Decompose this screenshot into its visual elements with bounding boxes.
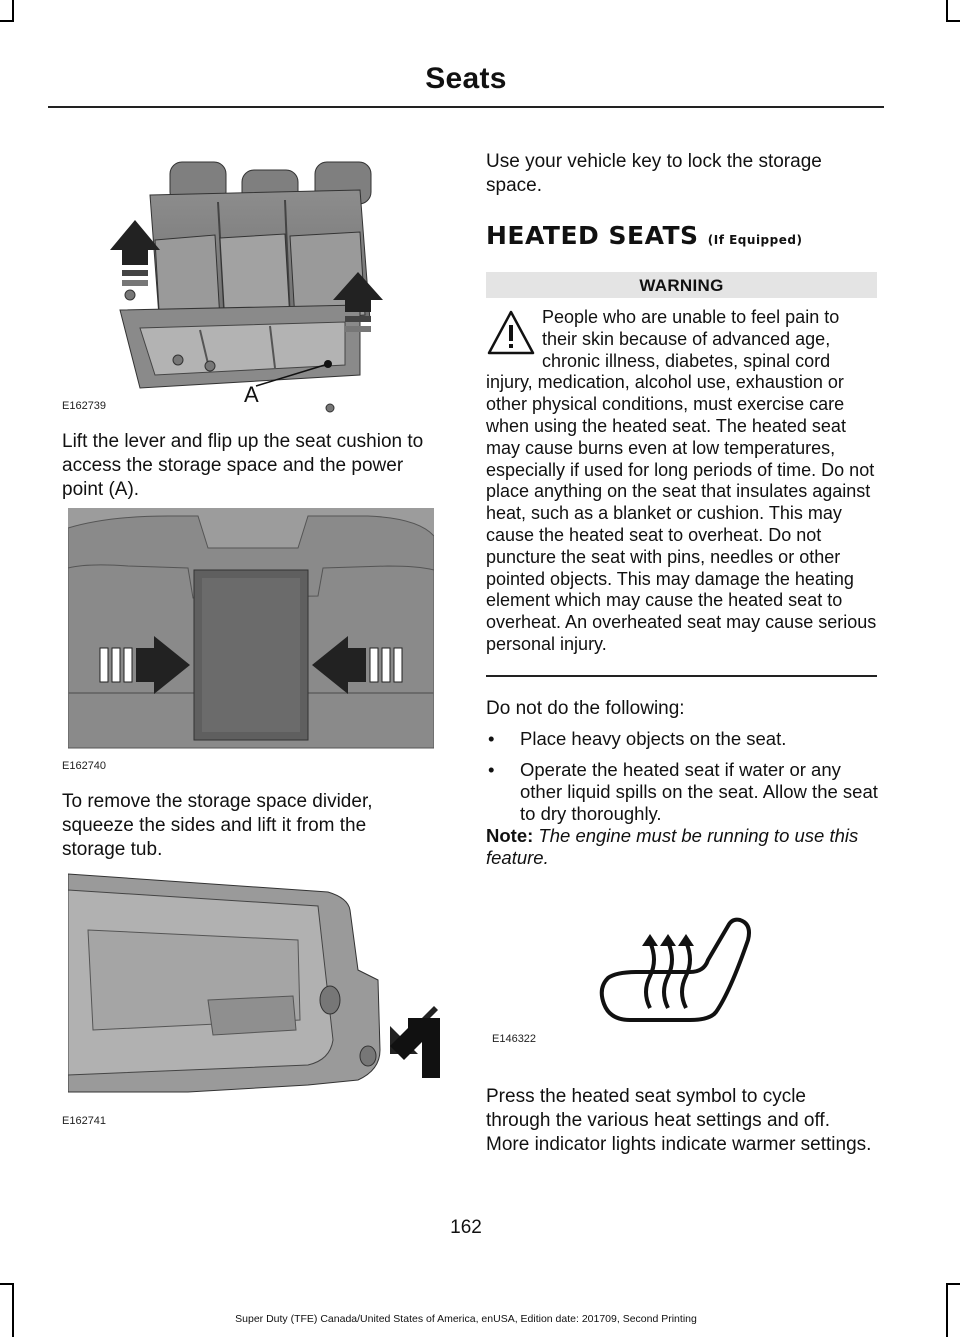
- crop-mark-bottom-left-h: [0, 1283, 14, 1285]
- storage-divider-illustration: [68, 508, 434, 754]
- figure-code-4: E146322: [492, 1033, 537, 1045]
- bullet-dot: •: [488, 759, 495, 780]
- warning-label: WARNING: [486, 272, 877, 298]
- page-footer: Super Duty (TFE) Canada/United States of America, enUSA, Edition date: 201709, Second Printing: [235, 1313, 697, 1325]
- crop-mark-top-right-h: [946, 20, 960, 22]
- list-item: [486, 728, 878, 750]
- rear-seat-illustration: [60, 140, 440, 420]
- crop-mark-bottom-right-h: [946, 1283, 960, 1285]
- note: [486, 825, 878, 869]
- crop-mark-top-left-v: [12, 0, 14, 22]
- bullet-dot: •: [488, 728, 495, 749]
- crop-mark-bottom-left-v: [12, 1283, 14, 1337]
- crop-mark-top-right-v: [946, 0, 948, 22]
- heading-text: HEATED SEATS: [486, 221, 699, 250]
- crop-mark-bottom-right-v: [946, 1283, 948, 1337]
- storage-tub-illustration: [68, 870, 448, 1105]
- para-press-heated-seat: Press the heated seat symbol to cycle through the various heat settings and off. More indicator lights indicate warmer settings.: [486, 1086, 872, 1155]
- page-number: 162: [450, 1217, 482, 1238]
- page-title: Seats: [425, 62, 507, 95]
- callout-label-a: A: [244, 382, 259, 407]
- section-heading-heated-seats: [486, 221, 802, 250]
- crop-mark-top-left-h: [0, 20, 14, 22]
- figure-heated-seat-symbol: [590, 912, 760, 1036]
- figure-code-1: E162739: [62, 400, 107, 412]
- warning-text: People who are unable to feel pain to their skin because of advanced age, chronic illness, diabetes, spinal cord injury, medication, alcohol use, exhaustion or other physical conditions, must exercise care when using the heated seat. The heated seat may cause burns even at low temperatures, especially if used for long periods of time. Do not place anything on the seat that insulates against heat, such as a blanket or cushion. This may cause the heated seat to overheat. Do not puncture the seat with pins, needles or other pointed objects. This may damage the heating element which may cause the heated seat to overheat. An overheated seat may cause serious personal injury.: [486, 307, 877, 654]
- figure-rear-seat-storage: [60, 140, 440, 420]
- bullet-text: Operate the heated seat if water or any other liquid spills on the seat. Allow the seat to dry thoroughly.: [520, 759, 878, 824]
- para-lift-lever: Lift the lever and flip up the seat cushion to access the storage space and the power point (A).: [62, 431, 424, 500]
- heading-suffix: (If Equipped): [707, 233, 803, 247]
- warning-divider: [486, 675, 877, 677]
- para-do-not-intro: Do not do the following:: [486, 698, 685, 719]
- note-text: The engine must be running to use this feature.: [486, 825, 859, 868]
- heated-seat-icon: [590, 912, 760, 1036]
- bullet-text: Place heavy objects on the seat.: [520, 728, 787, 749]
- list-item: [486, 759, 878, 825]
- warning-triangle-icon: [486, 309, 536, 357]
- warning-box: [486, 307, 878, 656]
- figure-code-3: E162741: [62, 1115, 107, 1127]
- note-label: Note:: [486, 825, 534, 846]
- header-divider: [48, 106, 884, 108]
- para-remove-divider: To remove the storage space divider, squeeze the sides and lift it from the storage tub.: [62, 791, 373, 860]
- figure-code-2: E162740: [62, 760, 107, 772]
- figure-storage-tub: [68, 870, 448, 1105]
- figure-storage-divider: [68, 508, 434, 754]
- para-lock-storage: Use your vehicle key to lock the storage space.: [486, 151, 822, 196]
